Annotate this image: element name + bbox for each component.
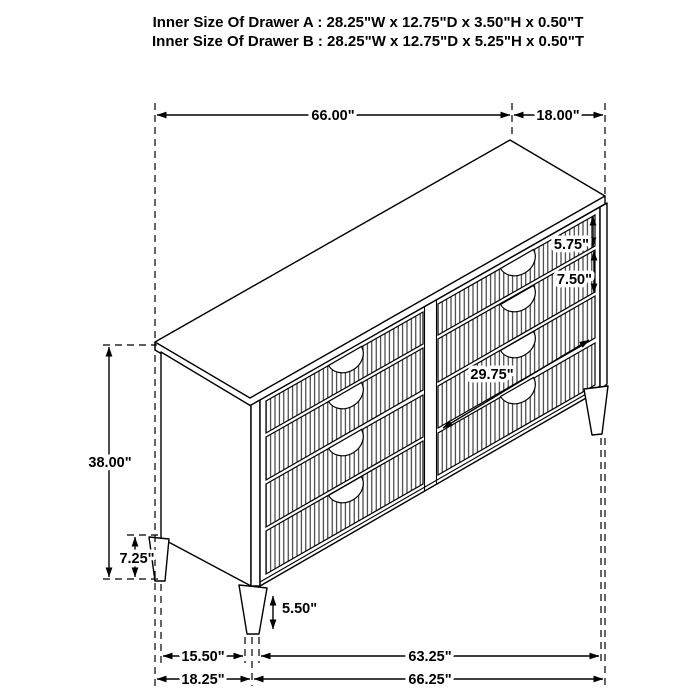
- dim-base-depth: [157, 672, 250, 688]
- dim-label-base-to-floor: 7.25": [119, 551, 155, 567]
- dim-label-drawer-bank-width: 29.75": [470, 367, 514, 383]
- dresser-drawing: [149, 140, 608, 634]
- drawer-a-inner-size: Inner Size Of Drawer A : 28.25"W x 12.75"D x 3.50"H x 0.50"T: [152, 14, 584, 31]
- dim-overall-width: [157, 108, 510, 124]
- dim-overall-height: [88, 347, 131, 577]
- dim-label-base-width: 66.25": [408, 672, 452, 688]
- front-right-corner-stile: [600, 203, 607, 390]
- dim-label-base-depth: 18.25": [181, 672, 225, 688]
- dim-label-leg-spacing-depth: 15.50": [181, 649, 225, 665]
- dim-base-width: [254, 672, 603, 688]
- dim-label-top-drawer-height: 5.75": [553, 237, 589, 253]
- front-left-corner-stile: [251, 400, 260, 586]
- front-right-leg: [584, 386, 608, 435]
- dim-label-lower-drawer-height: 7.50": [556, 272, 592, 288]
- dim-label-overall-height: 38.00": [88, 455, 132, 471]
- dim-label-overall-width: 66.00": [311, 108, 355, 124]
- dim-overall-depth: [514, 108, 603, 124]
- dim-leg-height: [273, 596, 317, 629]
- front-left-leg: [239, 585, 267, 634]
- drawer-b-inner-size: Inner Size Of Drawer B : 28.25"W x 12.75"D x 5.25"H x 0.50"T: [152, 33, 584, 50]
- dim-leg-spacing-depth: [163, 649, 243, 665]
- dim-leg-spacing-width: [261, 649, 599, 665]
- dim-label-overall-depth: 18.00": [536, 108, 580, 124]
- dim-label-leg-height: 5.50": [282, 601, 318, 617]
- dim-label-leg-spacing-width: 63.25": [408, 649, 452, 665]
